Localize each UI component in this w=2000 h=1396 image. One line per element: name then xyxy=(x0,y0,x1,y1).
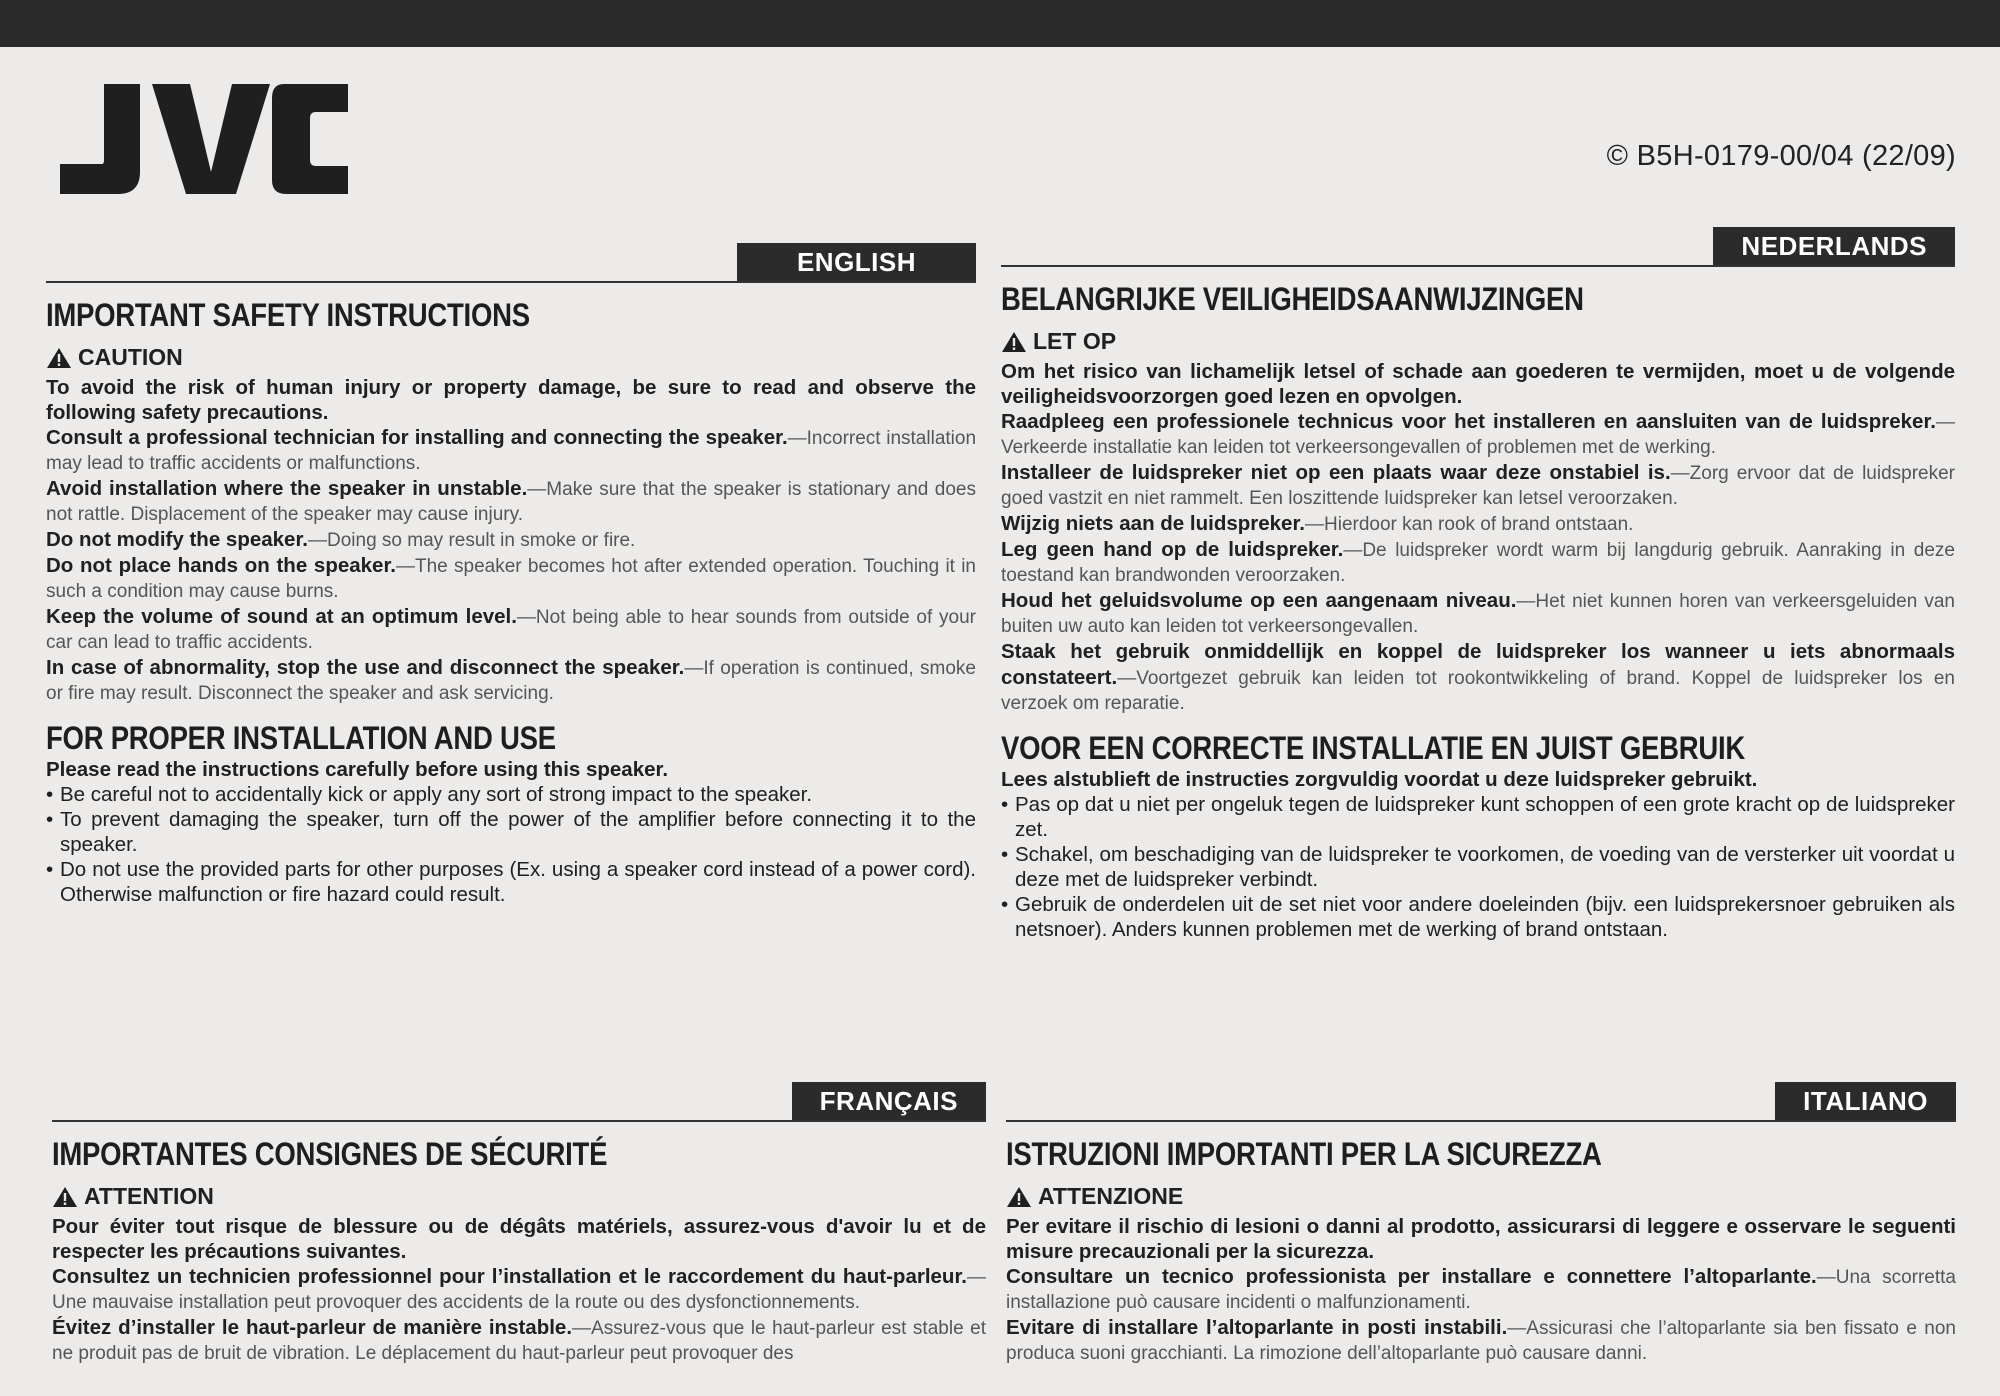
installation-title: FOR PROPER INSTALLATION AND USE xyxy=(46,720,556,756)
instruction-item: Houd het geluidsvolume op een aangenaam niveau.—Het niet kunnen horen van verkeersgeluiden van buiten uw auto kan leiden tot verkeersongevallen. xyxy=(1001,589,1955,637)
caution-label: ATTENTION xyxy=(84,1183,214,1209)
list-item: • Do not use the provided parts for other purposes (Ex. using a speaker cord instead of a power cord). Otherwise malfunction or fire hazard could result. xyxy=(46,857,976,907)
warning-triangle-icon xyxy=(46,347,72,369)
language-tag-french: FRANÇAIS xyxy=(792,1082,986,1120)
instruction-item: Evitare di installare l’altoparlante in posti instabili.—Assicurasi che l’altoparlante sia ben fissato e non produca suoni gracchianti. La rimozione dell’altoparlante può causare danni. xyxy=(1006,1316,1956,1364)
instruction-item: Keep the volume of sound at an optimum level.—Not being able to hear sounds from outside of your car can lead to traffic accidents. xyxy=(46,605,976,653)
instruction-item: Raadpleeg een professionele technicus voor het installeren en aansluiten van de luidspreker.—Verkeerde installatie kan leiden tot verkeersongevallen of problemen met de werking. xyxy=(1001,410,1955,458)
warning-triangle-icon xyxy=(1001,331,1027,353)
instruction-item: Do not place hands on the speaker.—The speaker becomes hot after extended operation. Touching it in such a condition may cause burns. xyxy=(46,554,977,602)
safety-title: ISTRUZIONI IMPORTANTI PER LA SICUREZZA xyxy=(1006,1136,1602,1172)
document-code: © B5H-0179-00/04 (22/09) xyxy=(1606,140,1956,172)
section-english xyxy=(46,243,976,907)
instruction-item: Wijzig niets aan de luidspreker.—Hierdoor kan rook of brand ontstaan. xyxy=(1001,512,1634,535)
intro-text: Per evitare il rischio di lesioni o danni al prodotto, assicurarsi di leggere e osservare le seguenti misure precauzionali per la sicurezza. xyxy=(1006,1215,1956,1263)
language-bar xyxy=(1001,227,1955,267)
instruction-item: In case of abnormality, stop the use and disconnect the speaker.—If operation is continued, smoke or fire may result. Disconnect the speaker and ask servicing. xyxy=(46,656,976,704)
language-bar xyxy=(46,243,976,283)
instruction-item: Do not modify the speaker.—Doing so may result in smoke or fire. xyxy=(46,528,636,551)
warning-triangle-icon xyxy=(52,1186,78,1208)
list-item: • To prevent damaging the speaker, turn off the power of the amplifier before connecting it to the speaker. xyxy=(46,807,976,857)
instruction-item: Leg geen hand op de luidspreker.—De luidspreker wordt warm bij langdurig gebruik. Aanraking in deze toestand kan brandwonden veroorzaken. xyxy=(1001,538,1955,586)
intro-text: Om het risico van lichamelijk letsel of schade aan goederen te vermijden, moet u de volgende veiligheidsvoorzorgen goed lezen en opvolgen. xyxy=(1001,360,1955,408)
instruction-item: Consultare un tecnico professionista per installare e connettere l’altoparlante.—Una scorretta installazione può causare incidenti o malfunzionamenti. xyxy=(1006,1265,1956,1313)
language-tag-dutch: NEDERLANDS xyxy=(1713,227,1955,265)
language-bar xyxy=(1006,1082,1956,1122)
jvc-logo-graphic xyxy=(52,64,352,214)
installation-intro: Please read the instructions carefully before using this speaker. xyxy=(46,758,669,781)
safety-title: IMPORTANTES CONSIGNES DE SÉCURITÉ xyxy=(52,1136,608,1172)
safety-title: BELANGRIJKE VEILIGHEIDSAANWIJZINGEN xyxy=(1001,281,1584,317)
warning-triangle-icon xyxy=(1006,1186,1032,1208)
caution-label: LET OP xyxy=(1033,328,1117,354)
section-dutch xyxy=(1001,227,1955,942)
instruction-item: Consult a professional technician for installing and connecting the speaker.—Incorrect installation may lead to traffic accidents or malfunctions. xyxy=(46,426,977,474)
caution-heading xyxy=(1006,1183,1956,1210)
caution-label: ATTENZIONE xyxy=(1038,1183,1184,1209)
instruction-item: Évitez d’installer le haut-parleur de manière instable.—Assurez-vous que le haut-parleur est stable et ne produit pas de bruit de vibration. Le déplacement du haut-parleur peut provoquer des xyxy=(52,1316,986,1364)
list-item: • Gebruik de onderdelen uit de set niet voor andere doeleinden (bijv. een luidsprekersnoer gebruiken als netsnoer). Anders kunnen problemen met de werking of brand ontstaan. xyxy=(1001,892,1955,942)
safety-title: IMPORTANT SAFETY INSTRUCTIONS xyxy=(46,297,530,333)
instruction-item: Installeer de luidspreker niet op een plaats waar deze onstabiel is.—Zorg ervoor dat de luidspreker goed vastzit en niet rammelt. Een loszittende luidspreker kan letsel veroorzaken. xyxy=(1001,461,1956,509)
caution-heading xyxy=(46,344,976,371)
installation-intro: Lees alstublieft de instructies zorgvuldig voordat u deze luidspreker gebruikt. xyxy=(1001,768,1758,791)
intro-text: To avoid the risk of human injury or property damage, be sure to read and observe the following safety precautions. xyxy=(46,376,976,424)
section-italian xyxy=(1006,1082,1956,1366)
list-item: • Schakel, om beschadiging van de luidspreker te voorkomen, de voeding van de versterker uit voordat u deze met de luidspreker verbindt. xyxy=(1001,842,1955,892)
caution-label: CAUTION xyxy=(78,344,183,370)
intro-text: Pour éviter tout risque de blessure ou de dégâts matériels, assurez-vous d'avoir lu et de respecter les précautions suivantes. xyxy=(52,1215,986,1263)
section-french xyxy=(52,1082,986,1366)
jvc-logo xyxy=(52,64,352,214)
language-tag-italian: ITALIANO xyxy=(1775,1082,1956,1120)
instruction-item: Avoid installation where the speaker in unstable.—Make sure that the speaker is stationary and does not rattle. Displacement of the speaker may cause injury. xyxy=(46,477,976,525)
instruction-item: Consultez un technicien professionnel pour l’installation et le raccordement du haut-parleur.—Une mauvaise installation peut provoquer des accidents de la route ou des dysfonctionnements. xyxy=(52,1265,986,1313)
caution-heading xyxy=(52,1183,986,1210)
top-band xyxy=(0,0,2000,47)
installation-list xyxy=(46,782,976,907)
language-bar xyxy=(52,1082,986,1122)
caution-heading xyxy=(1001,328,1955,355)
instruction-item: Staak het gebruik onmiddellijk en koppel de luidspreker los wanneer u iets abnormaals constateert.—Voortgezet gebruik kan leiden tot rookontwikkeling of brand. Koppel de luidspreker los en verzoek om reparatie. xyxy=(1001,640,1955,714)
list-item: • Be careful not to accidentally kick or apply any sort of strong impact to the speaker. xyxy=(46,782,976,807)
list-item: • Pas op dat u niet per ongeluk tegen de luidspreker kunt schoppen of een grote kracht op de luidspreker zet. xyxy=(1001,792,1955,842)
installation-title: VOOR EEN CORRECTE INSTALLATIE EN JUIST GEBRUIK xyxy=(1001,730,1745,766)
installation-list xyxy=(1001,792,1955,942)
language-tag-english: ENGLISH xyxy=(737,243,976,281)
